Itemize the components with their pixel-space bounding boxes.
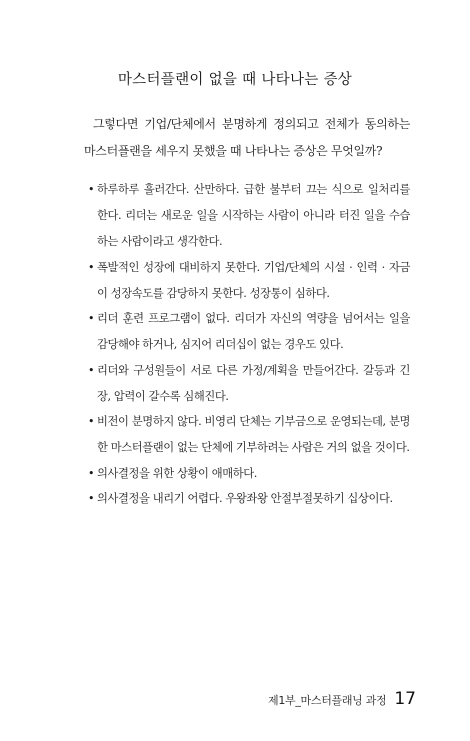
- bullet-icon: •: [88, 363, 95, 377]
- running-footer-section: 제1부_마스터플래닝 과정: [268, 694, 387, 707]
- list-item-text: 리더와 구성원들이 서로 다른 가정/계획을 만들어간다. 갈등과 긴장, 압력이 갈수록 심해진다.: [97, 363, 410, 403]
- bullet-icon: •: [88, 466, 95, 480]
- list-item: [88, 306, 410, 358]
- list-item: [88, 461, 410, 487]
- list-item: [88, 409, 410, 461]
- list-item-text: 하루하루 흘러간다. 산만하다. 급한 불부터 끄는 식으로 일처리를 한다. 리더는 새로운 일을 시작하는 사람이 아니라 터진 일을 수습하는 사람이라고 생각한다.: [97, 183, 410, 248]
- list-item-text: 비전이 분명하지 않다. 비영리 단체는 기부금으로 운영되는데, 분명한 마스터플랜이 없는 단체에 기부하려는 사람은 거의 없을 것이다.: [97, 415, 410, 454]
- page-number: 17: [394, 689, 416, 709]
- bullet-icon: •: [88, 492, 95, 505]
- bullet-icon: •: [88, 415, 95, 428]
- bullet-icon: •: [88, 260, 95, 274]
- intro-paragraph: 그렇다면 기업/단체에서 분명하게 정의되고 전체가 동의하는 마스터플랜을 세우지 못했을 때 나타나는 증상은 무엇일까?: [84, 117, 410, 158]
- list-item-text: 의사결정을 내리기 어렵다. 우왕좌왕 안절부절못하기 십상이다.: [97, 492, 393, 505]
- list-item-text: 폭발적인 성장에 대비하지 못한다. 기업/단체의 시설 · 인력 · 자금이 성장속도를 감당하지 못한다. 성장통이 심하다.: [97, 260, 410, 300]
- bullet-icon: •: [88, 183, 95, 196]
- list-item: [88, 358, 410, 410]
- page-footer: [268, 689, 416, 709]
- bullet-icon: •: [88, 312, 95, 325]
- section-heading: 마스터플랜이 없을 때 나타나는 증상: [117, 72, 353, 88]
- list-item: [88, 177, 410, 255]
- list-item: [88, 255, 410, 307]
- list-item-text: 의사결정을 위한 상황이 애매하다.: [97, 466, 257, 480]
- list-item-text: 리더 훈련 프로그램이 없다. 리더가 자신의 역량을 넘어서는 일을 감당해야 하거나, 심지어 리더십이 없는 경우도 있다.: [97, 312, 410, 351]
- symptom-list: [88, 177, 410, 512]
- list-item: [88, 486, 410, 512]
